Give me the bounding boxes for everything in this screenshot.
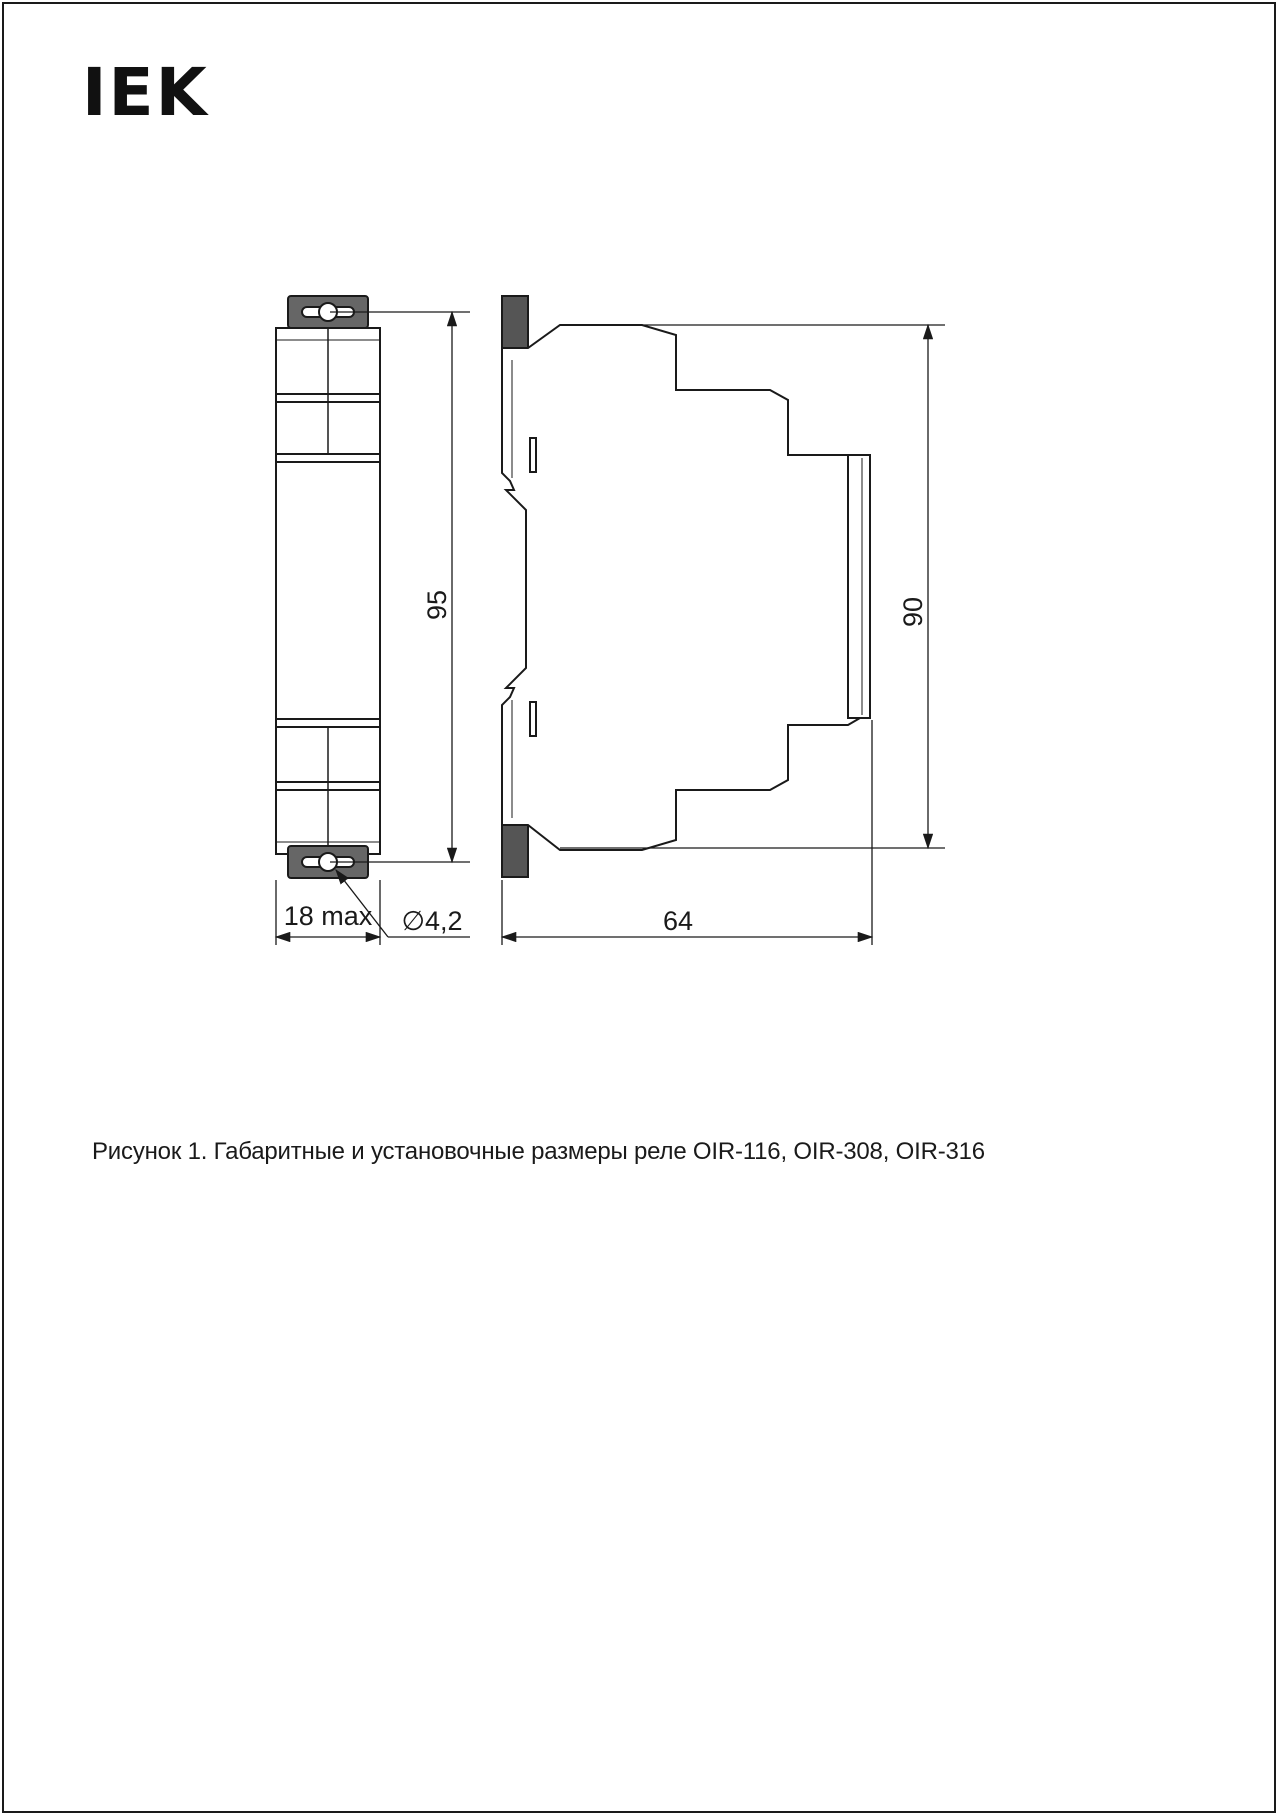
latch-slot-lower	[530, 702, 536, 736]
iek-logo: IEK	[82, 54, 209, 131]
side-top-clip	[502, 296, 528, 348]
height-95-label: 95	[422, 589, 452, 621]
side-front-panel	[848, 455, 870, 718]
width-18max-label: 18 max	[283, 901, 373, 931]
side-view	[502, 296, 870, 877]
depth-64-label: 64	[662, 906, 694, 936]
height-90-label: 90	[898, 596, 928, 628]
side-profile	[502, 325, 870, 850]
front-view	[276, 296, 380, 878]
figure-caption: Рисунок 1. Габаритные и установочные размеры реле OIR-116, OIR-308, OIR-316	[92, 1138, 985, 1165]
hole-diameter-label: ∅4,2	[401, 906, 463, 936]
side-bottom-clip	[502, 825, 528, 877]
latch-slot-upper	[530, 438, 536, 472]
